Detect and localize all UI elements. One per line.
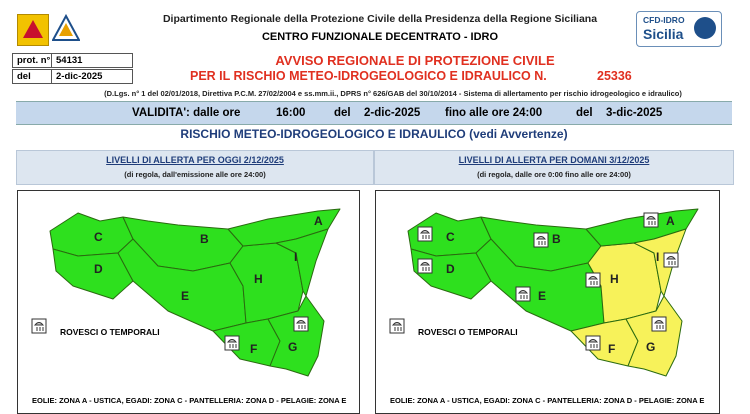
department-title: Dipartimento Regionale della Protezione Civile della Presidenza della Regione Siciliana bbox=[162, 13, 598, 25]
validity-band bbox=[16, 101, 732, 125]
avviso-number: 25336 bbox=[597, 69, 632, 83]
zone-b-label: B bbox=[200, 232, 209, 246]
tomorrow-sicily-map bbox=[376, 191, 719, 391]
cfd-idro-logo: CFD-IDRO Sicilia bbox=[636, 11, 722, 47]
zone-c-label: C bbox=[446, 230, 455, 244]
tomorrow-title: LIVELLI DI ALLERTA PER DOMANI 3/12/2025 bbox=[458, 155, 650, 165]
region-coat-of-arms-logo bbox=[17, 14, 49, 46]
avviso-subtitle: PER IL RISCHIO METEO-IDROGEOLOGICO E IDRAULICO N. bbox=[190, 69, 547, 83]
center-subtitle: CENTRO FUNZIONALE DECENTRATO - IDRO bbox=[261, 31, 499, 43]
today-title: LIVELLI DI ALLERTA PER OGGI 2/12/2025 bbox=[106, 155, 284, 165]
section-title: RISCHIO METEO-IDROGEOLOGICO E IDRAULICO (vedi Avvertenze) bbox=[180, 127, 568, 141]
zone-f-label: F bbox=[250, 342, 258, 356]
storm-icon bbox=[225, 336, 239, 350]
civil-protection-logo bbox=[52, 14, 80, 44]
cfd-emblem-icon bbox=[694, 17, 716, 39]
validity-until: fino alle ore 24:00 bbox=[445, 107, 543, 119]
storm-legend-icon bbox=[32, 319, 46, 333]
today-rovesci-label: ROVESCI O TEMPORALI bbox=[60, 327, 160, 337]
zone-e-label: E bbox=[538, 289, 547, 303]
zone-g-label: G bbox=[646, 340, 656, 354]
today-subtitle: (di regola, dall'emissione alle ore 24:00) bbox=[124, 170, 266, 179]
today-map-panel bbox=[17, 190, 360, 414]
zone-i-label: I bbox=[656, 250, 660, 264]
del-label: del bbox=[12, 69, 52, 84]
tomorrow-panel-header bbox=[374, 150, 734, 185]
zone-c-area bbox=[50, 213, 133, 256]
validity-label: VALIDITA': dalle ore bbox=[132, 107, 241, 119]
validity-from-time: 16:00 bbox=[276, 107, 306, 119]
zone-d-label: D bbox=[94, 262, 103, 276]
tomorrow-map-panel bbox=[375, 190, 720, 414]
zone-c-label: C bbox=[94, 230, 103, 244]
zone-d-label: D bbox=[446, 262, 455, 276]
validity-del1: del bbox=[334, 107, 351, 119]
tomorrow-rovesci-label: ROVESCI O TEMPORALI bbox=[418, 327, 518, 337]
zone-g-label: G bbox=[288, 340, 298, 354]
zone-f-label: F bbox=[608, 342, 616, 356]
zone-b-label: B bbox=[552, 232, 561, 246]
prot-label: prot. n° bbox=[12, 53, 52, 68]
legal-reference: (D.Lgs. n° 1 del 02/01/2018, Direttiva P.C.M. 27/02/2004 e ss.mm.ii., DPRS n° 626/GAB del 30/10/2014 - Sistema di allertamento per rischio idrogeologico e idraulico) bbox=[104, 89, 682, 98]
del-value: 2-dic-2025 bbox=[51, 69, 133, 84]
today-footer: EOLIE: ZONA A - USTICA, EGADI: ZONA C - PANTELLERIA: ZONA D - PELAGIE: ZONA E bbox=[32, 396, 347, 405]
today-panel-header bbox=[16, 150, 374, 185]
validity-to-date: 3-dic-2025 bbox=[606, 107, 663, 119]
avviso-title: AVVISO REGIONALE DI PROTEZIONE CIVILE bbox=[275, 53, 555, 68]
prot-value: 54131 bbox=[51, 53, 133, 68]
tomorrow-footer: EOLIE: ZONA A - USTICA, EGADI: ZONA C - PANTELLERIA: ZONA D - PELAGIE: ZONA E bbox=[390, 396, 705, 405]
zone-h-label: H bbox=[254, 272, 263, 286]
validity-from-date: 2-dic-2025 bbox=[364, 107, 421, 119]
zone-i-label: I bbox=[294, 250, 298, 264]
validity-del2: del bbox=[576, 107, 593, 119]
zone-e-label: E bbox=[181, 289, 190, 303]
storm-icon bbox=[294, 317, 308, 331]
zone-h-label: H bbox=[610, 272, 619, 286]
zone-a-label: A bbox=[314, 214, 323, 228]
today-sicily-map bbox=[18, 191, 359, 391]
tomorrow-subtitle: (di regola, dalle ore 0:00 fino alle ore 24:00) bbox=[477, 170, 631, 179]
zone-a-label: A bbox=[666, 214, 675, 228]
